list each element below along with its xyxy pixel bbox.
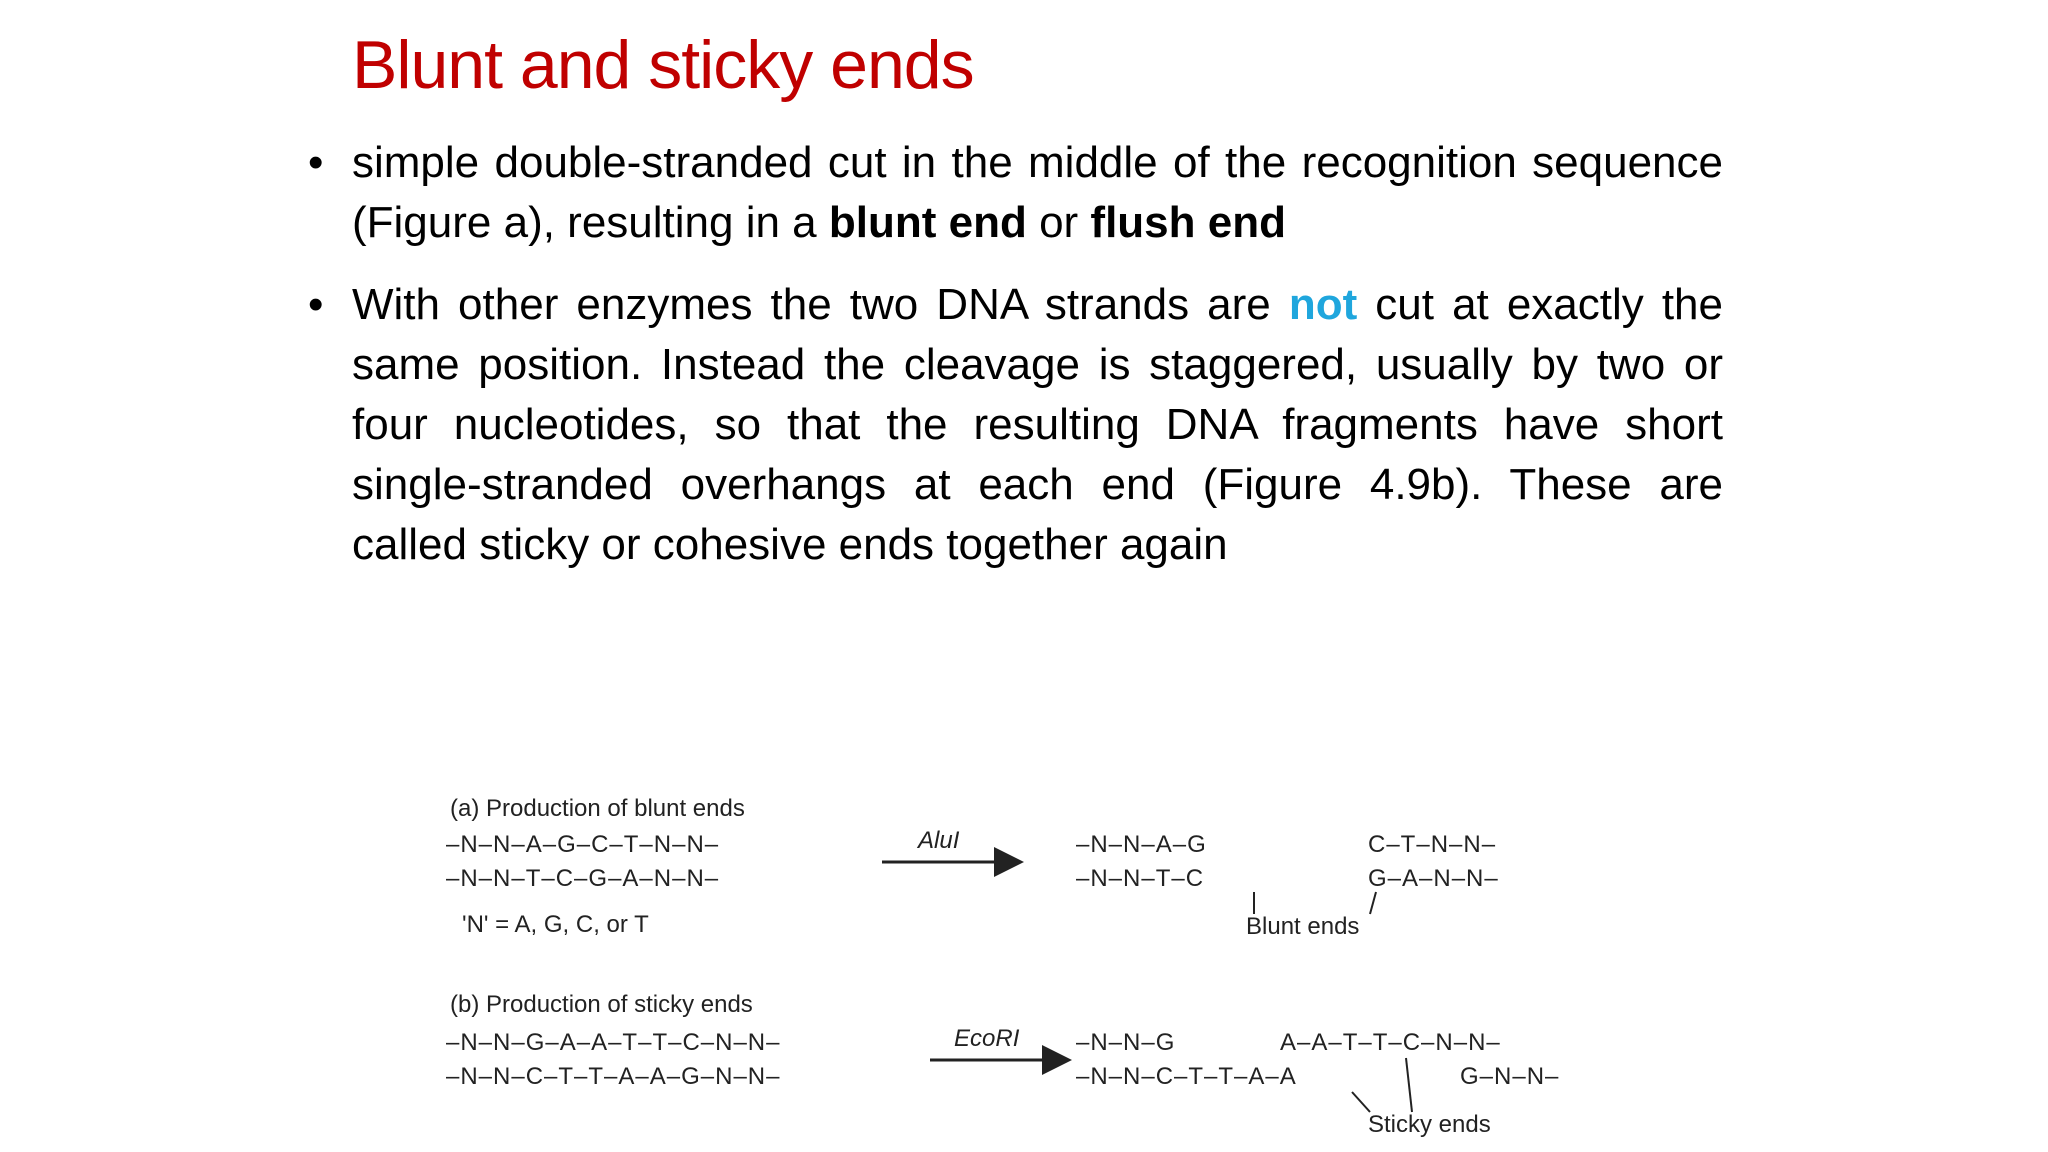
part-a-right-bottom: G–A–N–N– xyxy=(1368,865,1499,892)
bullet-marker: • xyxy=(308,280,324,329)
part-b-right-bottom: G–N–N– xyxy=(1460,1063,1560,1090)
part-a-heading: (a) Production of blunt ends xyxy=(450,795,745,822)
part-b-enzyme: EcoRI xyxy=(954,1025,1020,1052)
figure-svg xyxy=(440,780,1620,1140)
bullet-item xyxy=(308,133,1723,253)
highlight-not: not xyxy=(1288,280,1358,329)
bullet-text: With other enzymes the two DNA strands are xyxy=(352,280,1289,329)
part-a-note: 'N' = A, G, C, or T xyxy=(462,911,649,938)
part-a-left-bottom: –N–N–T–C xyxy=(1076,865,1205,892)
bold-term-blunt-end: blunt end xyxy=(828,198,1027,247)
part-b-right-top: A–A–T–T–C–N–N– xyxy=(1280,1029,1501,1056)
part-b-top-strand: –N–N–G–A–A–T–T–C–N–N– xyxy=(446,1029,781,1056)
bullet-marker: • xyxy=(308,138,324,187)
sticky-pointer-left xyxy=(1352,1092,1370,1112)
slide-body xyxy=(308,133,1723,597)
blunt-pointer-right xyxy=(1370,892,1376,914)
bullet-text: or xyxy=(1026,198,1091,247)
part-a-bottom-strand: –N–N–T–C–G–A–N–N– xyxy=(446,865,720,892)
part-b-heading: (b) Production of sticky ends xyxy=(450,991,753,1018)
part-a-left-top: –N–N–A–G xyxy=(1076,831,1207,858)
part-b-bottom-strand: –N–N–C–T–T–A–A–G–N–N– xyxy=(446,1063,781,1090)
sticky-pointer-right xyxy=(1406,1058,1412,1112)
blunt-ends-label: Blunt ends xyxy=(1246,913,1360,940)
bullet-text: cut at exactly the same position. Instead the cleavage is staggered, usually by two or four nucleotides, so that the resulting DNA fragments have short single-stranded overhangs at each end (Figure 4.9b). These are called sticky or cohesive ends together again xyxy=(352,280,1723,569)
part-a-right-top: C–T–N–N– xyxy=(1368,831,1497,858)
part-a-enzyme: AluI xyxy=(918,827,960,854)
bullet-text: simple double-stranded cut in the middle of the recognition sequence (Figure a), resulting in a xyxy=(352,138,1723,247)
part-b-left-bottom: –N–N–C–T–T–A–A xyxy=(1076,1063,1297,1090)
part-a-top-strand: –N–N–A–G–C–T–N–N– xyxy=(446,831,720,858)
part-b-left-top: –N–N–G xyxy=(1076,1029,1176,1056)
restriction-figure xyxy=(440,780,1620,1140)
bold-term-flush-end: flush end xyxy=(1090,198,1286,247)
bullet-item xyxy=(308,275,1723,575)
sticky-ends-label: Sticky ends xyxy=(1368,1111,1491,1138)
slide-title: Blunt and sticky ends xyxy=(352,27,974,103)
